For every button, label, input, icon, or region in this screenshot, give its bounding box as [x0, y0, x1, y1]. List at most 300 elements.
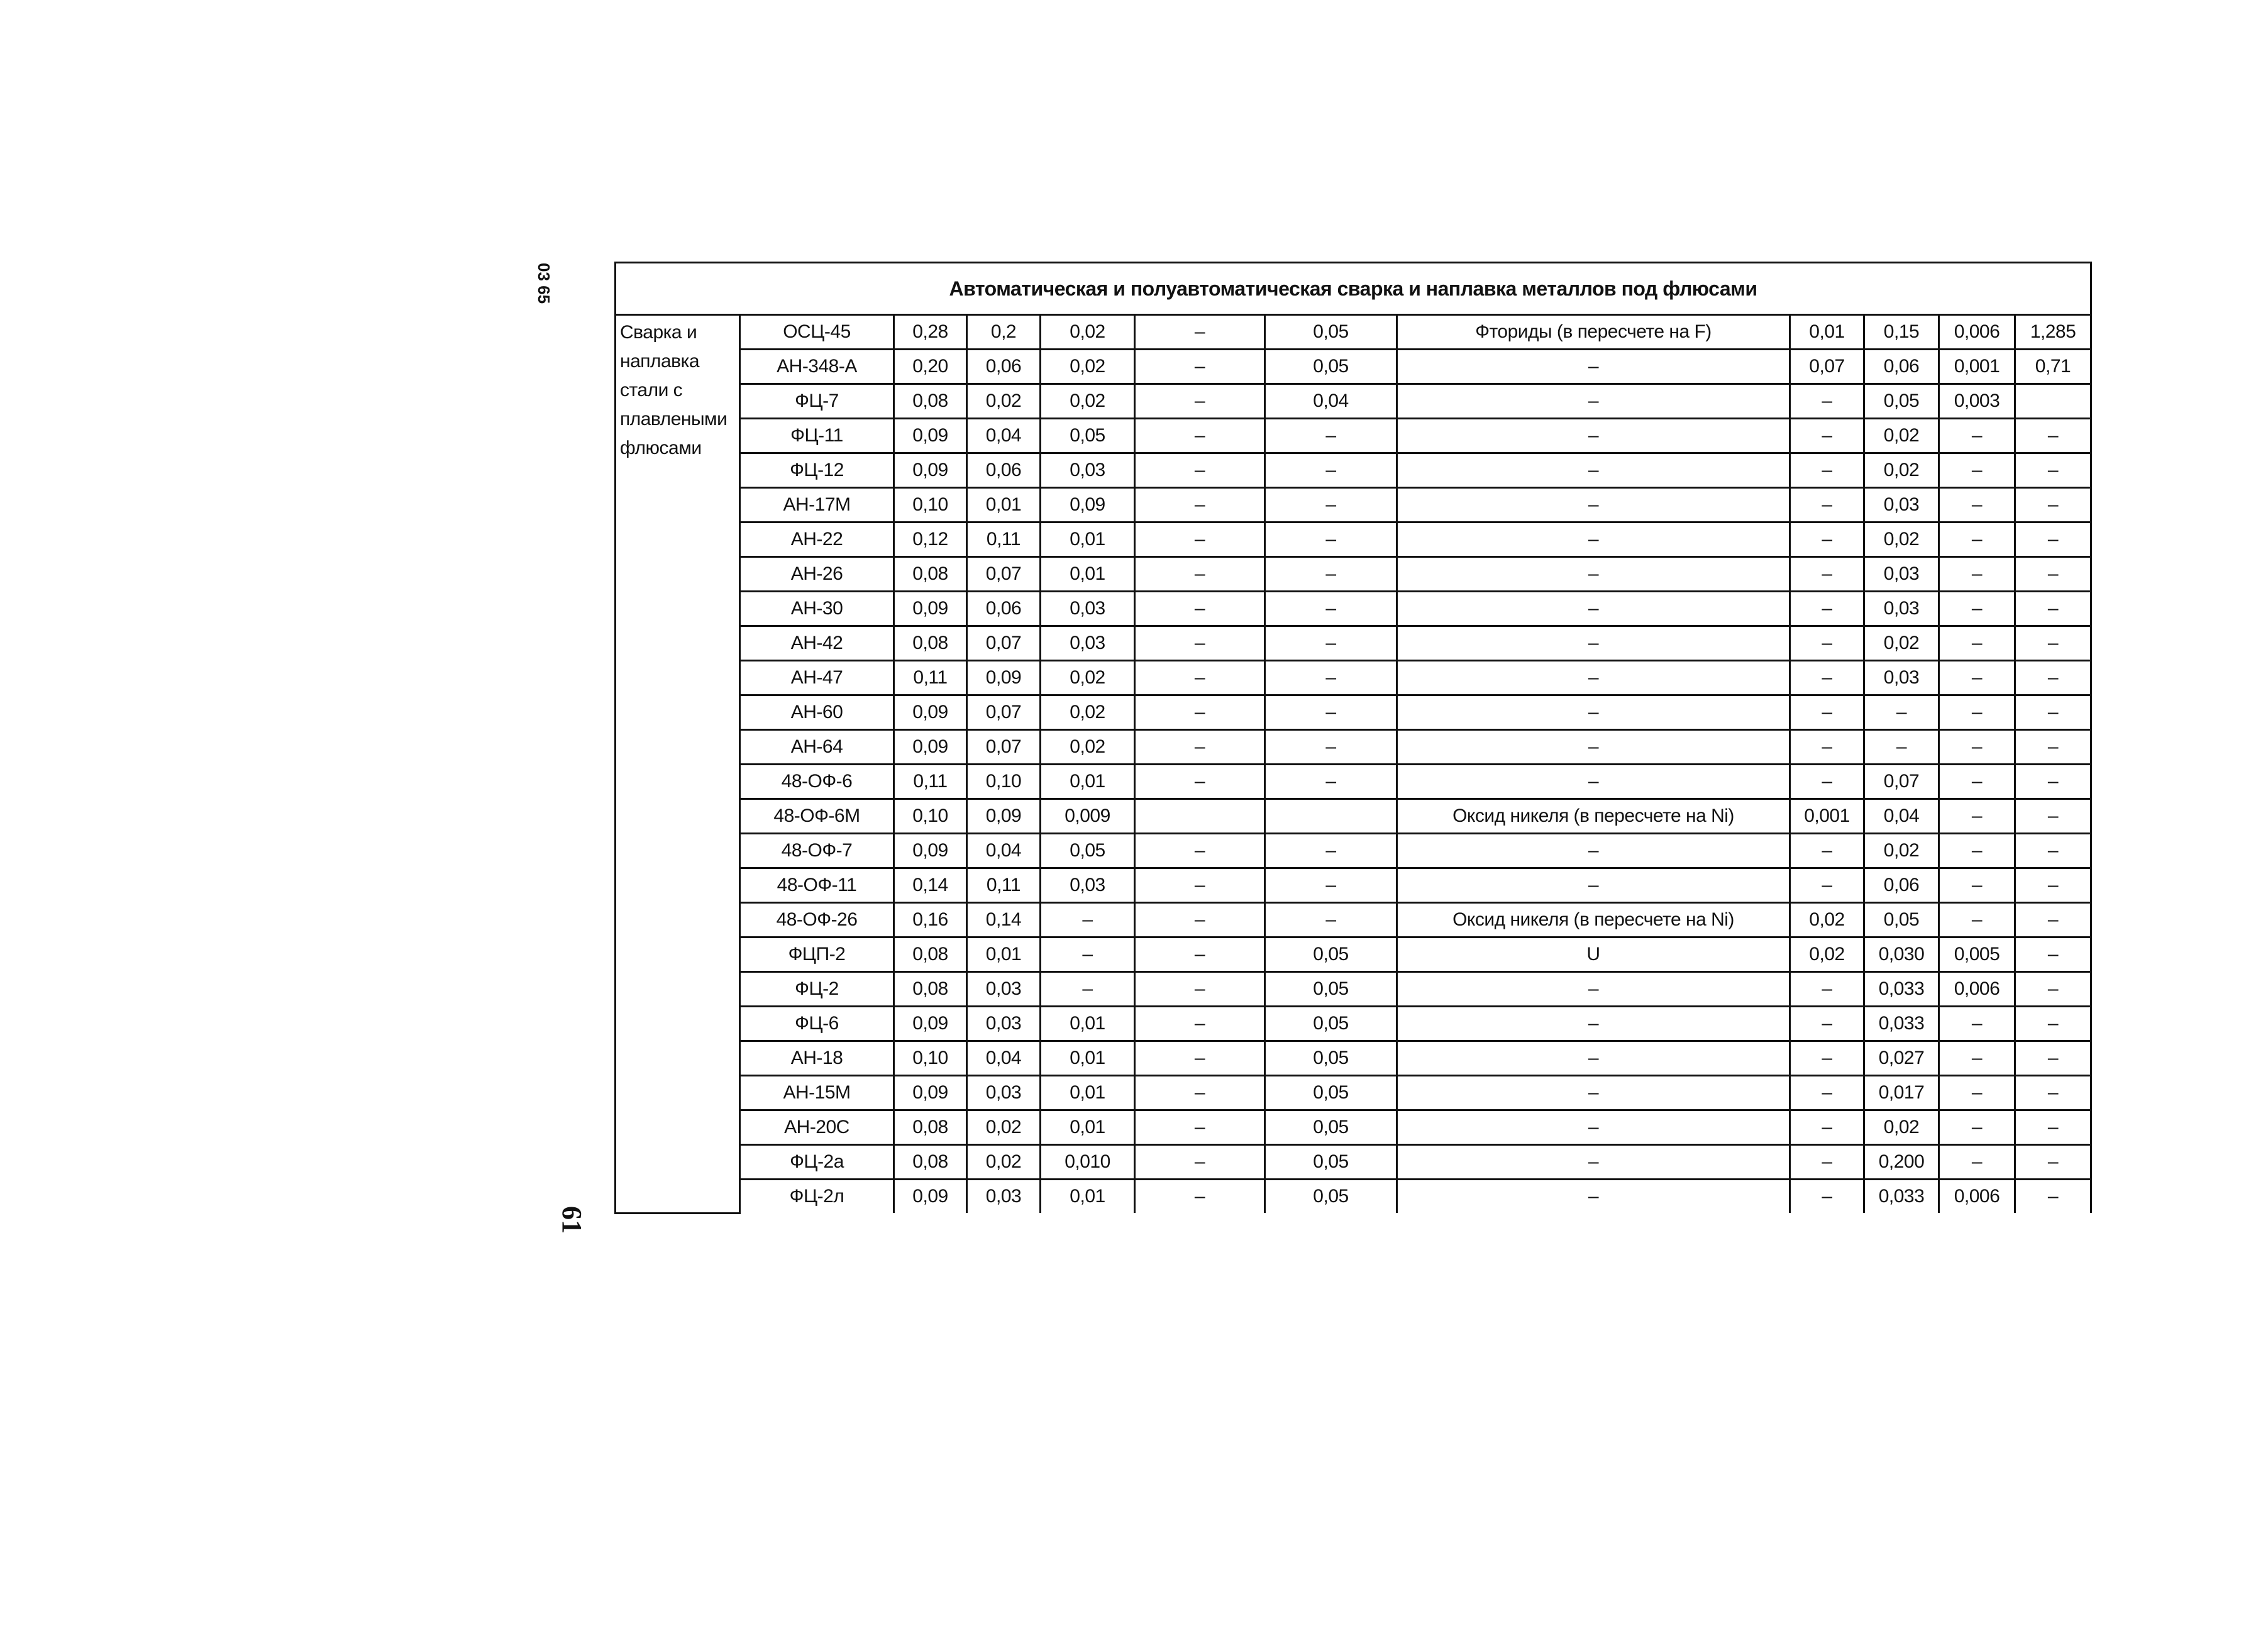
value-cell: –	[1397, 834, 1790, 868]
value-cell: 0,010	[1041, 1145, 1135, 1180]
value-cell: 0,01	[1041, 765, 1135, 799]
value-cell: 0,08	[894, 626, 967, 661]
value-cell: –	[2015, 1076, 2091, 1110]
value-cell: 0,05	[1041, 834, 1135, 868]
value-cell: 0,001	[1939, 350, 2015, 384]
table-row	[616, 972, 2091, 1007]
value-cell: –	[1790, 1041, 1864, 1076]
table-row	[616, 523, 2091, 557]
value-cell: 0,03	[967, 1180, 1041, 1214]
table-row	[616, 765, 2091, 799]
table-row	[616, 384, 2091, 419]
value-cell: –	[1135, 453, 1265, 488]
value-cell: 0,03	[1864, 661, 1939, 695]
flux-name-cell: ОСЦ-45	[740, 315, 894, 350]
value-cell: 0,05	[1041, 419, 1135, 453]
value-cell: 0,28	[894, 315, 967, 350]
value-cell: 0,07	[967, 730, 1041, 765]
value-cell: 0,02	[1864, 834, 1939, 868]
value-cell: –	[1135, 1145, 1265, 1180]
value-cell: –	[1265, 419, 1397, 453]
value-cell: 0,02	[1041, 350, 1135, 384]
flux-name-cell: 48-ОФ-6М	[740, 799, 894, 834]
value-cell: 0,05	[1265, 1180, 1397, 1214]
value-cell: –	[1939, 868, 2015, 903]
value-cell: 0,09	[894, 1076, 967, 1110]
value-cell: –	[1041, 972, 1135, 1007]
flux-name-cell: АН-22	[740, 523, 894, 557]
value-cell: –	[1135, 868, 1265, 903]
value-cell: 0,09	[894, 1007, 967, 1041]
value-cell: 0,08	[894, 1110, 967, 1145]
table-row	[616, 1041, 2091, 1076]
value-cell: –	[1790, 419, 1864, 453]
value-cell: –	[1135, 1007, 1265, 1041]
value-cell: –	[1397, 1180, 1790, 1214]
value-cell: –	[2015, 868, 2091, 903]
value-cell: 0,02	[1864, 523, 1939, 557]
value-cell: –	[1265, 453, 1397, 488]
value-cell: 0,11	[967, 523, 1041, 557]
value-cell: 0,05	[1265, 1076, 1397, 1110]
flux-name-cell: 48-ОФ-26	[740, 903, 894, 938]
value-cell: –	[1135, 592, 1265, 626]
value-cell: –	[1397, 1145, 1790, 1180]
value-cell: 0,01	[1041, 523, 1135, 557]
value-cell: 0,11	[894, 765, 967, 799]
value-cell: –	[1135, 626, 1265, 661]
value-cell: 0,09	[894, 730, 967, 765]
value-cell: –	[2015, 626, 2091, 661]
value-cell: 0,01	[1041, 1110, 1135, 1145]
flux-name-cell: ФЦ-11	[740, 419, 894, 453]
value-cell: –	[1135, 938, 1265, 972]
value-cell: –	[2015, 903, 2091, 938]
value-cell: 0,03	[967, 1007, 1041, 1041]
value-cell: –	[1397, 868, 1790, 903]
table-row	[616, 1076, 2091, 1110]
value-cell: –	[1397, 523, 1790, 557]
value-cell: –	[1939, 834, 2015, 868]
value-cell: 0,03	[1041, 453, 1135, 488]
value-cell: 0,01	[967, 488, 1041, 523]
value-cell: –	[1939, 730, 2015, 765]
table-row	[616, 350, 2091, 384]
value-cell: 0,02	[1790, 938, 1864, 972]
flux-name-cell: АН-26	[740, 557, 894, 592]
value-cell: –	[1790, 1110, 1864, 1145]
table-row	[616, 868, 2091, 903]
table-row	[616, 730, 2091, 765]
value-cell: –	[2015, 730, 2091, 765]
value-cell: –	[1790, 661, 1864, 695]
value-cell: 0,05	[1265, 1110, 1397, 1145]
value-cell: –	[1135, 972, 1265, 1007]
value-cell: –	[1397, 453, 1790, 488]
value-cell: –	[1939, 626, 2015, 661]
value-cell: –	[1939, 903, 2015, 938]
value-cell: 0,05	[1265, 972, 1397, 1007]
side-code: 03 65	[534, 263, 553, 304]
value-cell: 0,01	[1790, 315, 1864, 350]
value-cell: 0,10	[967, 765, 1041, 799]
flux-name-cell: АН-18	[740, 1041, 894, 1076]
value-cell: –	[1790, 626, 1864, 661]
value-cell: –	[1265, 592, 1397, 626]
value-cell: –	[1265, 626, 1397, 661]
value-cell: –	[1790, 730, 1864, 765]
emissions-table	[614, 262, 2092, 1214]
value-cell: –	[1135, 315, 1265, 350]
value-cell: 0,01	[1041, 1180, 1135, 1214]
value-cell: 0,05	[1265, 350, 1397, 384]
value-cell: 0,006	[1939, 1180, 2015, 1214]
flux-name-cell: АН-60	[740, 695, 894, 730]
value-cell: 0,009	[1041, 799, 1135, 834]
value-cell: –	[1790, 765, 1864, 799]
value-cell: –	[1939, 592, 2015, 626]
value-cell: 0,006	[1939, 972, 2015, 1007]
value-cell: 0,02	[967, 1110, 1041, 1145]
value-cell: 0,20	[894, 350, 967, 384]
value-cell: 0,001	[1790, 799, 1864, 834]
value-cell: 0,07	[1864, 765, 1939, 799]
value-cell: 0,03	[1864, 557, 1939, 592]
value-cell: –	[1135, 419, 1265, 453]
value-cell: –	[1864, 730, 1939, 765]
value-cell	[2015, 384, 2091, 419]
value-cell: –	[1397, 661, 1790, 695]
flux-name-cell: ФЦ-2	[740, 972, 894, 1007]
value-cell: 0,14	[894, 868, 967, 903]
flux-name-cell: АН-30	[740, 592, 894, 626]
value-cell: 0,04	[967, 834, 1041, 868]
value-cell: –	[1135, 557, 1265, 592]
value-cell: –	[1397, 1110, 1790, 1145]
value-cell: –	[1265, 834, 1397, 868]
value-cell: 0,09	[967, 661, 1041, 695]
value-cell: –	[1939, 1145, 2015, 1180]
value-cell: Оксид никеля (в пересчете на Ni)	[1397, 903, 1790, 938]
value-cell: 0,033	[1864, 1007, 1939, 1041]
value-cell: –	[1135, 1110, 1265, 1145]
table-row	[616, 1110, 2091, 1145]
value-cell: 0,03	[1041, 868, 1135, 903]
value-cell: –	[2015, 661, 2091, 695]
value-cell: 0,033	[1864, 1180, 1939, 1214]
value-cell: 0,01	[1041, 1041, 1135, 1076]
value-cell: –	[2015, 1145, 2091, 1180]
value-cell: –	[2015, 1041, 2091, 1076]
table-row	[616, 695, 2091, 730]
value-cell: 0,006	[1939, 315, 2015, 350]
value-cell: 0,14	[967, 903, 1041, 938]
value-cell: 0,02	[1041, 315, 1135, 350]
value-cell: –	[1790, 1076, 1864, 1110]
table-row	[616, 1007, 2091, 1041]
value-cell: –	[2015, 419, 2091, 453]
value-cell: –	[1135, 1180, 1265, 1214]
page-number: 61	[556, 1206, 587, 1234]
flux-name-cell: АН-20С	[740, 1110, 894, 1145]
value-cell: 0,09	[894, 834, 967, 868]
value-cell: 0,71	[2015, 350, 2091, 384]
value-cell: –	[1135, 730, 1265, 765]
value-cell: 0,07	[1790, 350, 1864, 384]
flux-name-cell: АН-15М	[740, 1076, 894, 1110]
value-cell: 1,285	[2015, 315, 2091, 350]
value-cell: 0,09	[894, 419, 967, 453]
value-cell: –	[1939, 419, 2015, 453]
value-cell: –	[1939, 799, 2015, 834]
value-cell: 0,08	[894, 938, 967, 972]
table-row	[616, 661, 2091, 695]
value-cell: –	[1397, 730, 1790, 765]
value-cell: –	[1939, 695, 2015, 730]
value-cell: –	[1939, 488, 2015, 523]
flux-name-cell: ФЦ-12	[740, 453, 894, 488]
value-cell: 0,08	[894, 1145, 967, 1180]
value-cell: –	[1135, 350, 1265, 384]
value-cell: –	[2015, 834, 2091, 868]
value-cell: –	[1135, 661, 1265, 695]
flux-name-cell: ФЦ-2а	[740, 1145, 894, 1180]
value-cell: 0,05	[1265, 315, 1397, 350]
flux-name-cell: АН-348-А	[740, 350, 894, 384]
value-cell: 0,07	[967, 557, 1041, 592]
value-cell: 0,07	[967, 695, 1041, 730]
value-cell	[1135, 799, 1265, 834]
value-cell: –	[1790, 695, 1864, 730]
value-cell: 0,11	[894, 661, 967, 695]
value-cell: –	[2015, 1007, 2091, 1041]
value-cell: –	[2015, 695, 2091, 730]
value-cell: 0,05	[1864, 384, 1939, 419]
flux-name-cell: 48-ОФ-6	[740, 765, 894, 799]
table-row	[616, 938, 2091, 972]
value-cell: 0,030	[1864, 938, 1939, 972]
flux-name-cell: 48-ОФ-11	[740, 868, 894, 903]
value-cell: –	[1939, 765, 2015, 799]
value-cell: 0,02	[1041, 384, 1135, 419]
value-cell: –	[1265, 523, 1397, 557]
value-cell: –	[1135, 488, 1265, 523]
value-cell: 0,02	[1864, 626, 1939, 661]
table-row	[616, 592, 2091, 626]
value-cell: 0,04	[1265, 384, 1397, 419]
value-cell: 0,08	[894, 972, 967, 1007]
value-cell: –	[1790, 557, 1864, 592]
value-cell: –	[1041, 903, 1135, 938]
value-cell: 0,01	[1041, 1007, 1135, 1041]
value-cell: –	[1939, 557, 2015, 592]
value-cell: Оксид никеля (в пересчете на Ni)	[1397, 799, 1790, 834]
value-cell: –	[2015, 453, 2091, 488]
value-cell: –	[1397, 384, 1790, 419]
value-cell: 0,200	[1864, 1145, 1939, 1180]
table-row	[616, 453, 2091, 488]
flux-name-cell: АН-47	[740, 661, 894, 695]
value-cell: 0,10	[894, 488, 967, 523]
value-cell: 0,08	[894, 557, 967, 592]
value-cell: –	[1041, 938, 1135, 972]
value-cell: 0,01	[967, 938, 1041, 972]
value-cell: 0,10	[894, 1041, 967, 1076]
value-cell: 0,03	[1864, 488, 1939, 523]
value-cell: 0,02	[1041, 730, 1135, 765]
value-cell: 0,06	[967, 350, 1041, 384]
value-cell: –	[1939, 453, 2015, 488]
value-cell: –	[1397, 1007, 1790, 1041]
value-cell: –	[1397, 350, 1790, 384]
value-cell: –	[1397, 419, 1790, 453]
value-cell: 0,08	[894, 384, 967, 419]
value-cell: 0,02	[1864, 1110, 1939, 1145]
value-cell: 0,12	[894, 523, 967, 557]
value-cell: –	[1939, 1041, 2015, 1076]
flux-name-cell: 48-ОФ-7	[740, 834, 894, 868]
value-cell: 0,02	[1041, 661, 1135, 695]
value-cell: 0,06	[1864, 868, 1939, 903]
value-cell: 0,05	[1265, 1007, 1397, 1041]
value-cell: –	[1790, 453, 1864, 488]
value-cell: –	[1397, 592, 1790, 626]
value-cell: 0,027	[1864, 1041, 1939, 1076]
value-cell	[1265, 799, 1397, 834]
value-cell: 0,02	[1864, 453, 1939, 488]
flux-name-cell: ФЦП-2	[740, 938, 894, 972]
value-cell: 0,09	[894, 453, 967, 488]
value-cell: –	[1135, 1076, 1265, 1110]
value-cell: 0,005	[1939, 938, 2015, 972]
value-cell: 0,02	[967, 384, 1041, 419]
value-cell: –	[1939, 661, 2015, 695]
value-cell: –	[1790, 592, 1864, 626]
value-cell: –	[2015, 523, 2091, 557]
value-cell: –	[1265, 868, 1397, 903]
value-cell: –	[2015, 557, 2091, 592]
value-cell: 0,09	[894, 1180, 967, 1214]
value-cell: –	[2015, 488, 2091, 523]
table-row	[616, 315, 2091, 350]
flux-name-cell: ФЦ-6	[740, 1007, 894, 1041]
value-cell: –	[1397, 626, 1790, 661]
value-cell: –	[1397, 972, 1790, 1007]
table-title-row	[616, 263, 2091, 315]
value-cell: 0,11	[967, 868, 1041, 903]
value-cell: Фториды (в пересчете на F)	[1397, 315, 1790, 350]
value-cell: 0,09	[894, 592, 967, 626]
table-row	[616, 799, 2091, 834]
value-cell: 0,01	[1041, 557, 1135, 592]
value-cell: 0,03	[1041, 626, 1135, 661]
value-cell: –	[1790, 1180, 1864, 1214]
value-cell: –	[1135, 523, 1265, 557]
value-cell: –	[1265, 765, 1397, 799]
table-row	[616, 834, 2091, 868]
value-cell: –	[1397, 765, 1790, 799]
value-cell: 0,10	[894, 799, 967, 834]
value-cell: 0,06	[967, 592, 1041, 626]
table-row	[616, 1180, 2091, 1214]
value-cell: 0,03	[967, 1076, 1041, 1110]
value-cell: –	[2015, 972, 2091, 1007]
value-cell: –	[1790, 972, 1864, 1007]
value-cell: –	[1939, 1110, 2015, 1145]
value-cell: –	[1265, 730, 1397, 765]
value-cell: 0,003	[1939, 384, 2015, 419]
value-cell: 0,04	[967, 1041, 1041, 1076]
table-row	[616, 903, 2091, 938]
value-cell: –	[1790, 1007, 1864, 1041]
value-cell: 0,05	[1265, 1041, 1397, 1076]
value-cell: 0,02	[1864, 419, 1939, 453]
value-cell: –	[1939, 523, 2015, 557]
value-cell: –	[1397, 695, 1790, 730]
value-cell: 0,02	[967, 1145, 1041, 1180]
value-cell: –	[1265, 661, 1397, 695]
value-cell: 0,05	[1864, 903, 1939, 938]
value-cell: –	[1790, 1145, 1864, 1180]
table-title: Автоматическая и полуавтоматическая сварка и наплавка металлов под флюсами	[616, 263, 2091, 315]
value-cell: 0,2	[967, 315, 1041, 350]
value-cell: –	[1135, 695, 1265, 730]
value-cell: –	[2015, 1110, 2091, 1145]
value-cell: –	[2015, 765, 2091, 799]
group-label: Сварка и наплавка стали с плавлеными флюсами	[616, 315, 740, 1214]
value-cell: –	[1135, 384, 1265, 419]
value-cell: –	[1135, 1041, 1265, 1076]
value-cell: –	[1265, 557, 1397, 592]
value-cell: –	[1265, 488, 1397, 523]
value-cell: 0,02	[1041, 695, 1135, 730]
value-cell: 0,03	[967, 972, 1041, 1007]
value-cell: –	[1790, 523, 1864, 557]
flux-name-cell: ФЦ-7	[740, 384, 894, 419]
flux-name-cell: АН-17М	[740, 488, 894, 523]
value-cell: –	[2015, 592, 2091, 626]
value-cell: U	[1397, 938, 1790, 972]
value-cell: –	[1939, 1007, 2015, 1041]
value-cell: –	[1397, 557, 1790, 592]
flux-name-cell: АН-42	[740, 626, 894, 661]
value-cell: 0,16	[894, 903, 967, 938]
value-cell: –	[1790, 384, 1864, 419]
value-cell: 0,09	[967, 799, 1041, 834]
value-cell: 0,03	[1864, 592, 1939, 626]
value-cell: –	[1135, 903, 1265, 938]
table-row	[616, 1145, 2091, 1180]
value-cell: –	[1790, 868, 1864, 903]
value-cell: 0,15	[1864, 315, 1939, 350]
table-row	[616, 557, 2091, 592]
value-cell: 0,03	[1041, 592, 1135, 626]
value-cell: 0,07	[967, 626, 1041, 661]
value-cell: –	[1135, 765, 1265, 799]
value-cell: –	[1939, 1076, 2015, 1110]
value-cell: –	[1265, 903, 1397, 938]
value-cell: 0,06	[1864, 350, 1939, 384]
value-cell: –	[2015, 1180, 2091, 1214]
value-cell: –	[1864, 695, 1939, 730]
value-cell: –	[1397, 1076, 1790, 1110]
value-cell: –	[1265, 695, 1397, 730]
value-cell: 0,05	[1265, 938, 1397, 972]
value-cell: 0,04	[1864, 799, 1939, 834]
value-cell: –	[1397, 1041, 1790, 1076]
table-row	[616, 419, 2091, 453]
value-cell: –	[2015, 938, 2091, 972]
